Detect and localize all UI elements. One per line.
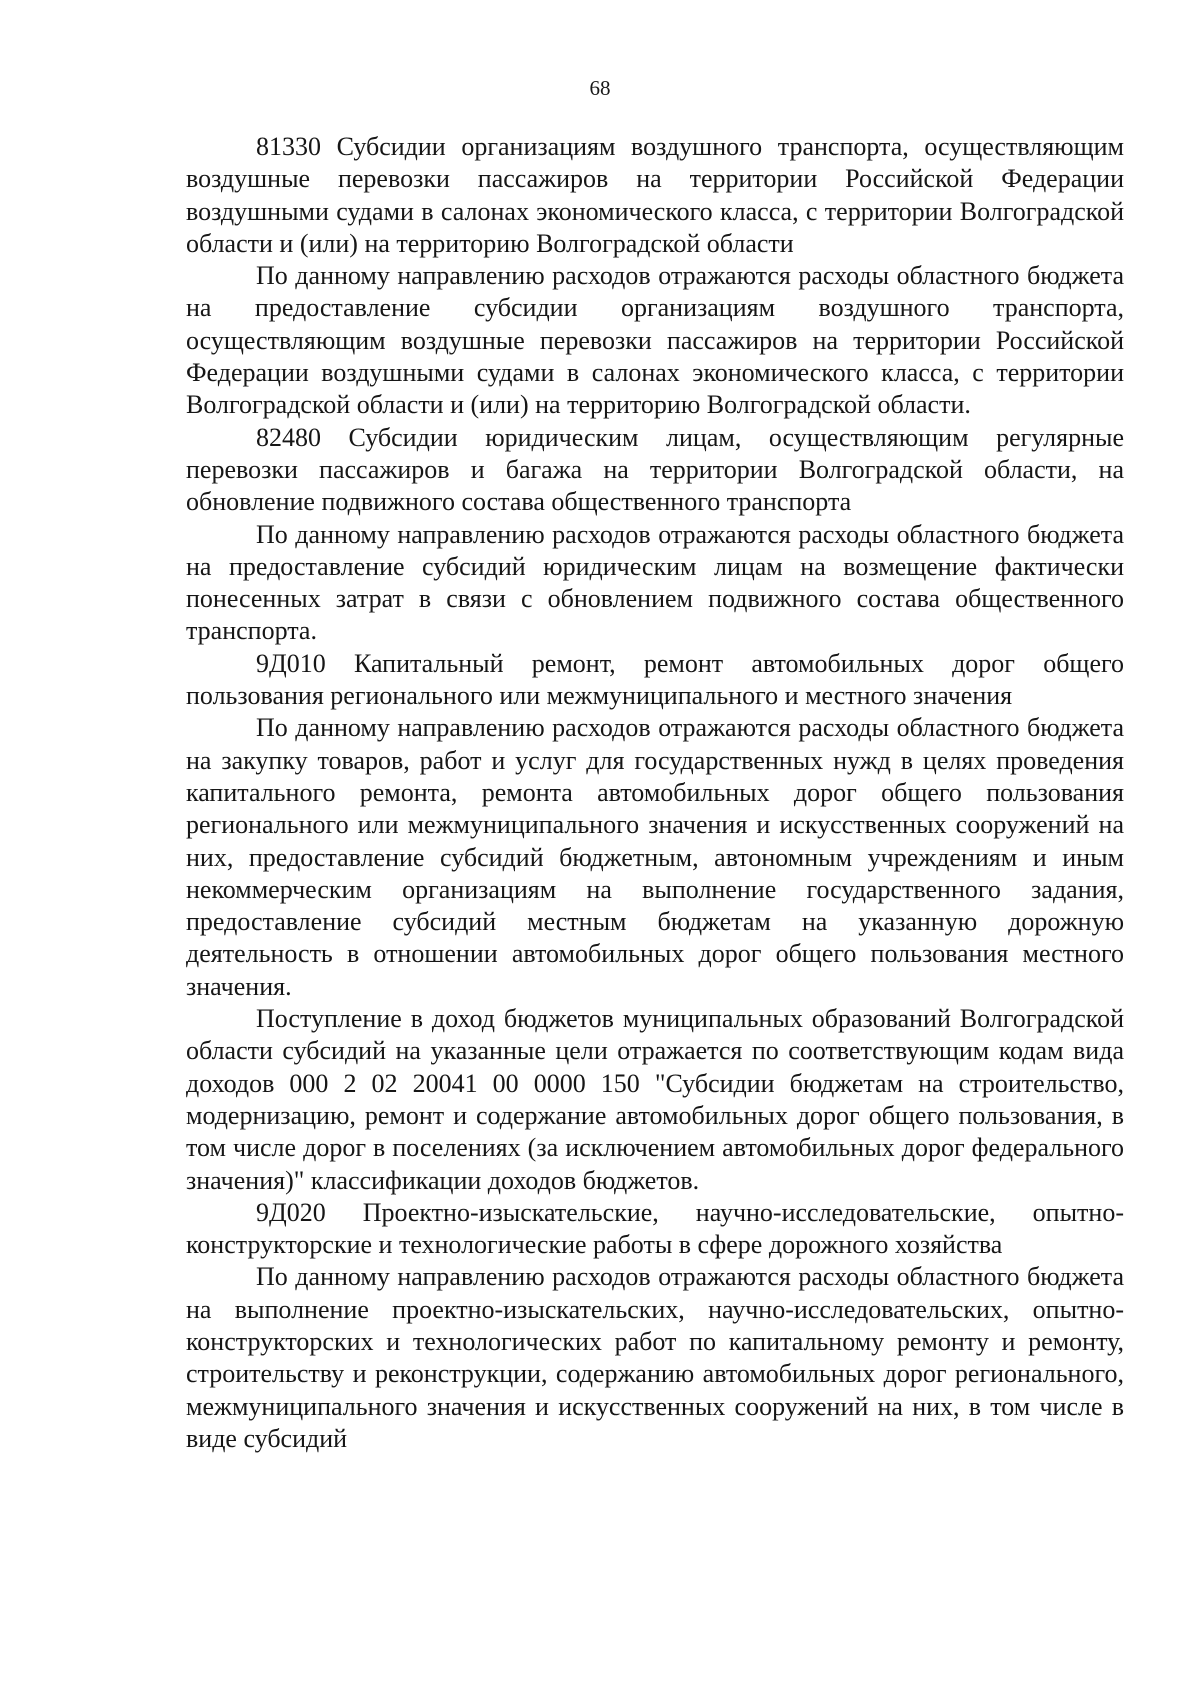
paragraph-9d010-heading: 9Д010 Капитальный ремонт, ремонт автомобильных дорог общего пользования регионального или межмуниципального и местного значения	[186, 648, 1124, 711]
paragraph-9d020-heading: 9Д020 Проектно-изыскательские, научно-исследовательские, опытно-конструкторские и технологические работы в сфере дорожного хозяйства	[186, 1197, 1124, 1260]
paragraph-81330-heading: 81330 Субсидии организациям воздушного транспорта, осуществляющим воздушные перевозки пассажиров на территории Российской Федерации воздушными судами в салонах экономического класса, с территории Волгоградской области и (или) на территорию Волгоградской области	[186, 132, 1124, 258]
document-body	[186, 131, 1124, 1455]
paragraph-81330-description: По данному направлению расходов отражаются расходы областного бюджета на предоставление субсидии организациям воздушного транспорта, осуществляющим воздушные перевозки пассажиров на территории Российской Федерации воздушными судами в салонах экономического класса, с территории Волгоградской области и (или) на территорию Волгоградской области.	[186, 261, 1124, 420]
paragraph-82480-description: По данному направлению расходов отражаются расходы областного бюджета на предоставление субсидий юридическим лицам на возмещение фактически понесенных затрат в связи с обновлением подвижного состава общественного транспорта.	[186, 519, 1124, 646]
paragraph-9d020-description: По данному направлению расходов отражаются расходы областного бюджета на выполнение проектно-изыскательских, научно-исследовательских, опытно-конструкторских и технологических работ по капитальному ремонту и ремонту, строительству и реконструкции, содержанию автомобильных дорог регионального, межмуниципального значения и искусственных сооружений на них, в том числе в виде субсидий	[186, 1262, 1124, 1453]
paragraph-82480-heading: 82480 Субсидии юридическим лицам, осуществляющим регулярные перевозки пассажиров и багажа на территории Волгоградской области, на обновление подвижного состава общественного транспорта	[186, 422, 1124, 517]
paragraph-9d010-description: По данному направлению расходов отражаются расходы областного бюджета на закупку товаров, работ и услуг для государственных нужд в целях проведения капитального ремонта, ремонта автомобильных дорог общего пользования регионального или межмуниципального значения и искусственных сооружений на них, предоставление субсидий бюджетным, автономным учреждениям и иным некоммерческим организациям на выполнение государственного задания, предоставление субсидий местным бюджетам на указанную дорожную деятельность в отношении автомобильных дорог общего пользования местного значения.	[186, 713, 1124, 1001]
page-number: 68	[589, 76, 611, 100]
paragraph-9d010-revenue-note: Поступление в доход бюджетов муниципальных образований Волгоградской области субсидий на указанные цели отражается по соответствующим кодам вида доходов 000 2 02 20041 00 0000 150 "Субсидии бюджетам на строительство, модернизацию, ремонт и содержание автомобильных дорог общего пользования, в том числе дорог в поселениях (за исключением автомобильных дорог федерального значения)" классификации доходов бюджетов.	[186, 1004, 1124, 1195]
